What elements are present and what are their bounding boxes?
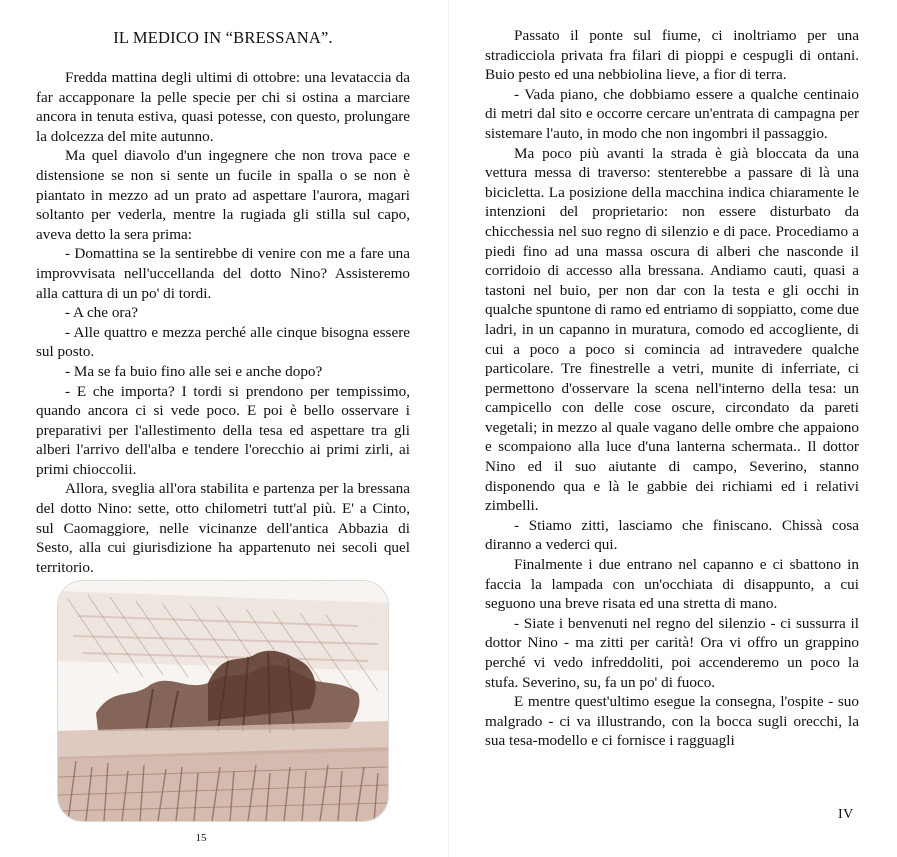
landscape-sketch [57,580,389,822]
paragraph: - Domattina se la sentirebbe di venire con me a fare una improvvisata nell'uccellanda del dotto Nino? Assisteremo alla cattura di un po' di tordi. [36,245,410,302]
paragraph: - E che importa? I tordi si prendono per tempissimo, quando ancora ci si vede poco. E poi è bello osservare i preparativi per l'allestimento della tesa ed aspettare tra gli alberi l'arrivo dell'alba e tendere l'orecchio ai primi zirli, ai primi chioccolii. [36,382,410,478]
right-page-body [485,26,859,751]
paragraph: - Ma se fa buio fino alle sei e anche dopo? [65,362,323,380]
paragraph: - Vada piano, che dobbiamo essere a qualche centinaio di metri dal sito e occorre cercare un'entrata di campagna per sistemare l'auto, in modo che non ingombri il passaggio. [485,85,859,142]
paragraph: Passato il ponte sul fiume, ci inoltriamo per una stradicciola privata fra filari di pioppi e cespugli di ontani. Buio pesto ed una nebbiolina lieve, a fior di terra. [485,27,859,84]
sketch-drawing [58,581,388,821]
paragraph: E mentre quest'ultimo esegue la consegna, l'ospite - suo malgrado - ci va illustrando, con la bocca sugli orecchi, la sua tesa-modello e ci fornisce i ragguagli [485,693,859,750]
paragraph: Allora, sveglia all'ora stabilita e partenza per la bressana del dotto Nino: sette, otto chilometri tutt'al più. E' a Cinto, sul Caomaggiore, nelle vicinanze dell'antica Abbazia di Sesto, alla cui giurisdizione ha appartenuto nei secoli quel territorio. [36,480,410,576]
right-page [449,0,897,857]
paragraph: - Alle quattro e mezza perché alle cinque bisogna essere sul posto. [36,323,410,361]
paragraph: - A che ora? [65,304,138,322]
paragraph: - Stiamo zitti, lasciamo che finiscano. Chissà cosa diranno a vederci qui. [485,516,859,554]
left-page-body [36,68,410,577]
page-number: 15 [195,832,207,844]
chapter-title: IL MEDICO IN “BRESSANA”. [113,28,333,47]
left-page [0,0,448,857]
paragraph: Ma quel diavolo d'un ingegnere che non trova pace e distensione se non si sente un fucile in spalla o se non è piantato in mezzo ad un prato ad aspettare l'aurora, magari soltanto per vederla, mentre la rugiada gli stilla sul capo, aveva detto la sera prima: [36,147,410,243]
paragraph: Fredda mattina degli ultimi di ottobre: una levataccia da far accapponare la pelle specie per chi si ostina a marciare ancora in tenuta estiva, quasi potesse, con questo, prolungare la dolcezza del mite autunno. [36,69,410,145]
page-number: IV [838,807,854,822]
paragraph: - Siate i benvenuti nel regno del silenzio - ci sussurra il dottor Nino - ma zitti per carità! Ora vi offro un grappino perché vi vedo infreddoliti, poi accenderemo un poco la stufa. Severino, su, fa un po' di fuoco. [485,614,859,691]
paragraph: Finalmente i due entrano nel capanno e ci sbattono in faccia la lampada con un'occhiata di disappunto, a cui seguono una breve risata ed una stretta di mano. [485,556,859,613]
paragraph: Ma poco più avanti la strada è già bloccata da una vettura messa di traverso: stenterebbe a passare di là una bicicletta. La posizione della macchina indica chiaramente le intenzioni del proprietario: non essere disturbato da chicchessia nel suo regno di silenzio e di pace. Procediamo a piedi fino ad una massa oscura di alberi che nasconde il corridoio di accesso alla bressana. Andiamo cauti, quasi a tastoni nel buio, per non dar con la testa e gli occhi in qualche spuntone di ramo ed entriamo di soppiatto, come due ladri, in un capanno in muratura, comodo ed accogliente, di cui a poco a poco si comincia ad intravedere qualche particolare. Tre finestrelle a vetri, munite di inferriate, ci permettono d'osservare la scena nell'interno della tesa: un campicello con delle cose oscure, circondato da pareti vegetali; in mezzo al quale vagano delle ombre che appaiono e scompaiono alla luce d'una lanterna schermata.. Il dottor Nino ed il suo aiutante di campo, Severino, stanno disponendo qua e là le gabbie dei richiami ed i relativi zimbelli. [485,144,859,515]
